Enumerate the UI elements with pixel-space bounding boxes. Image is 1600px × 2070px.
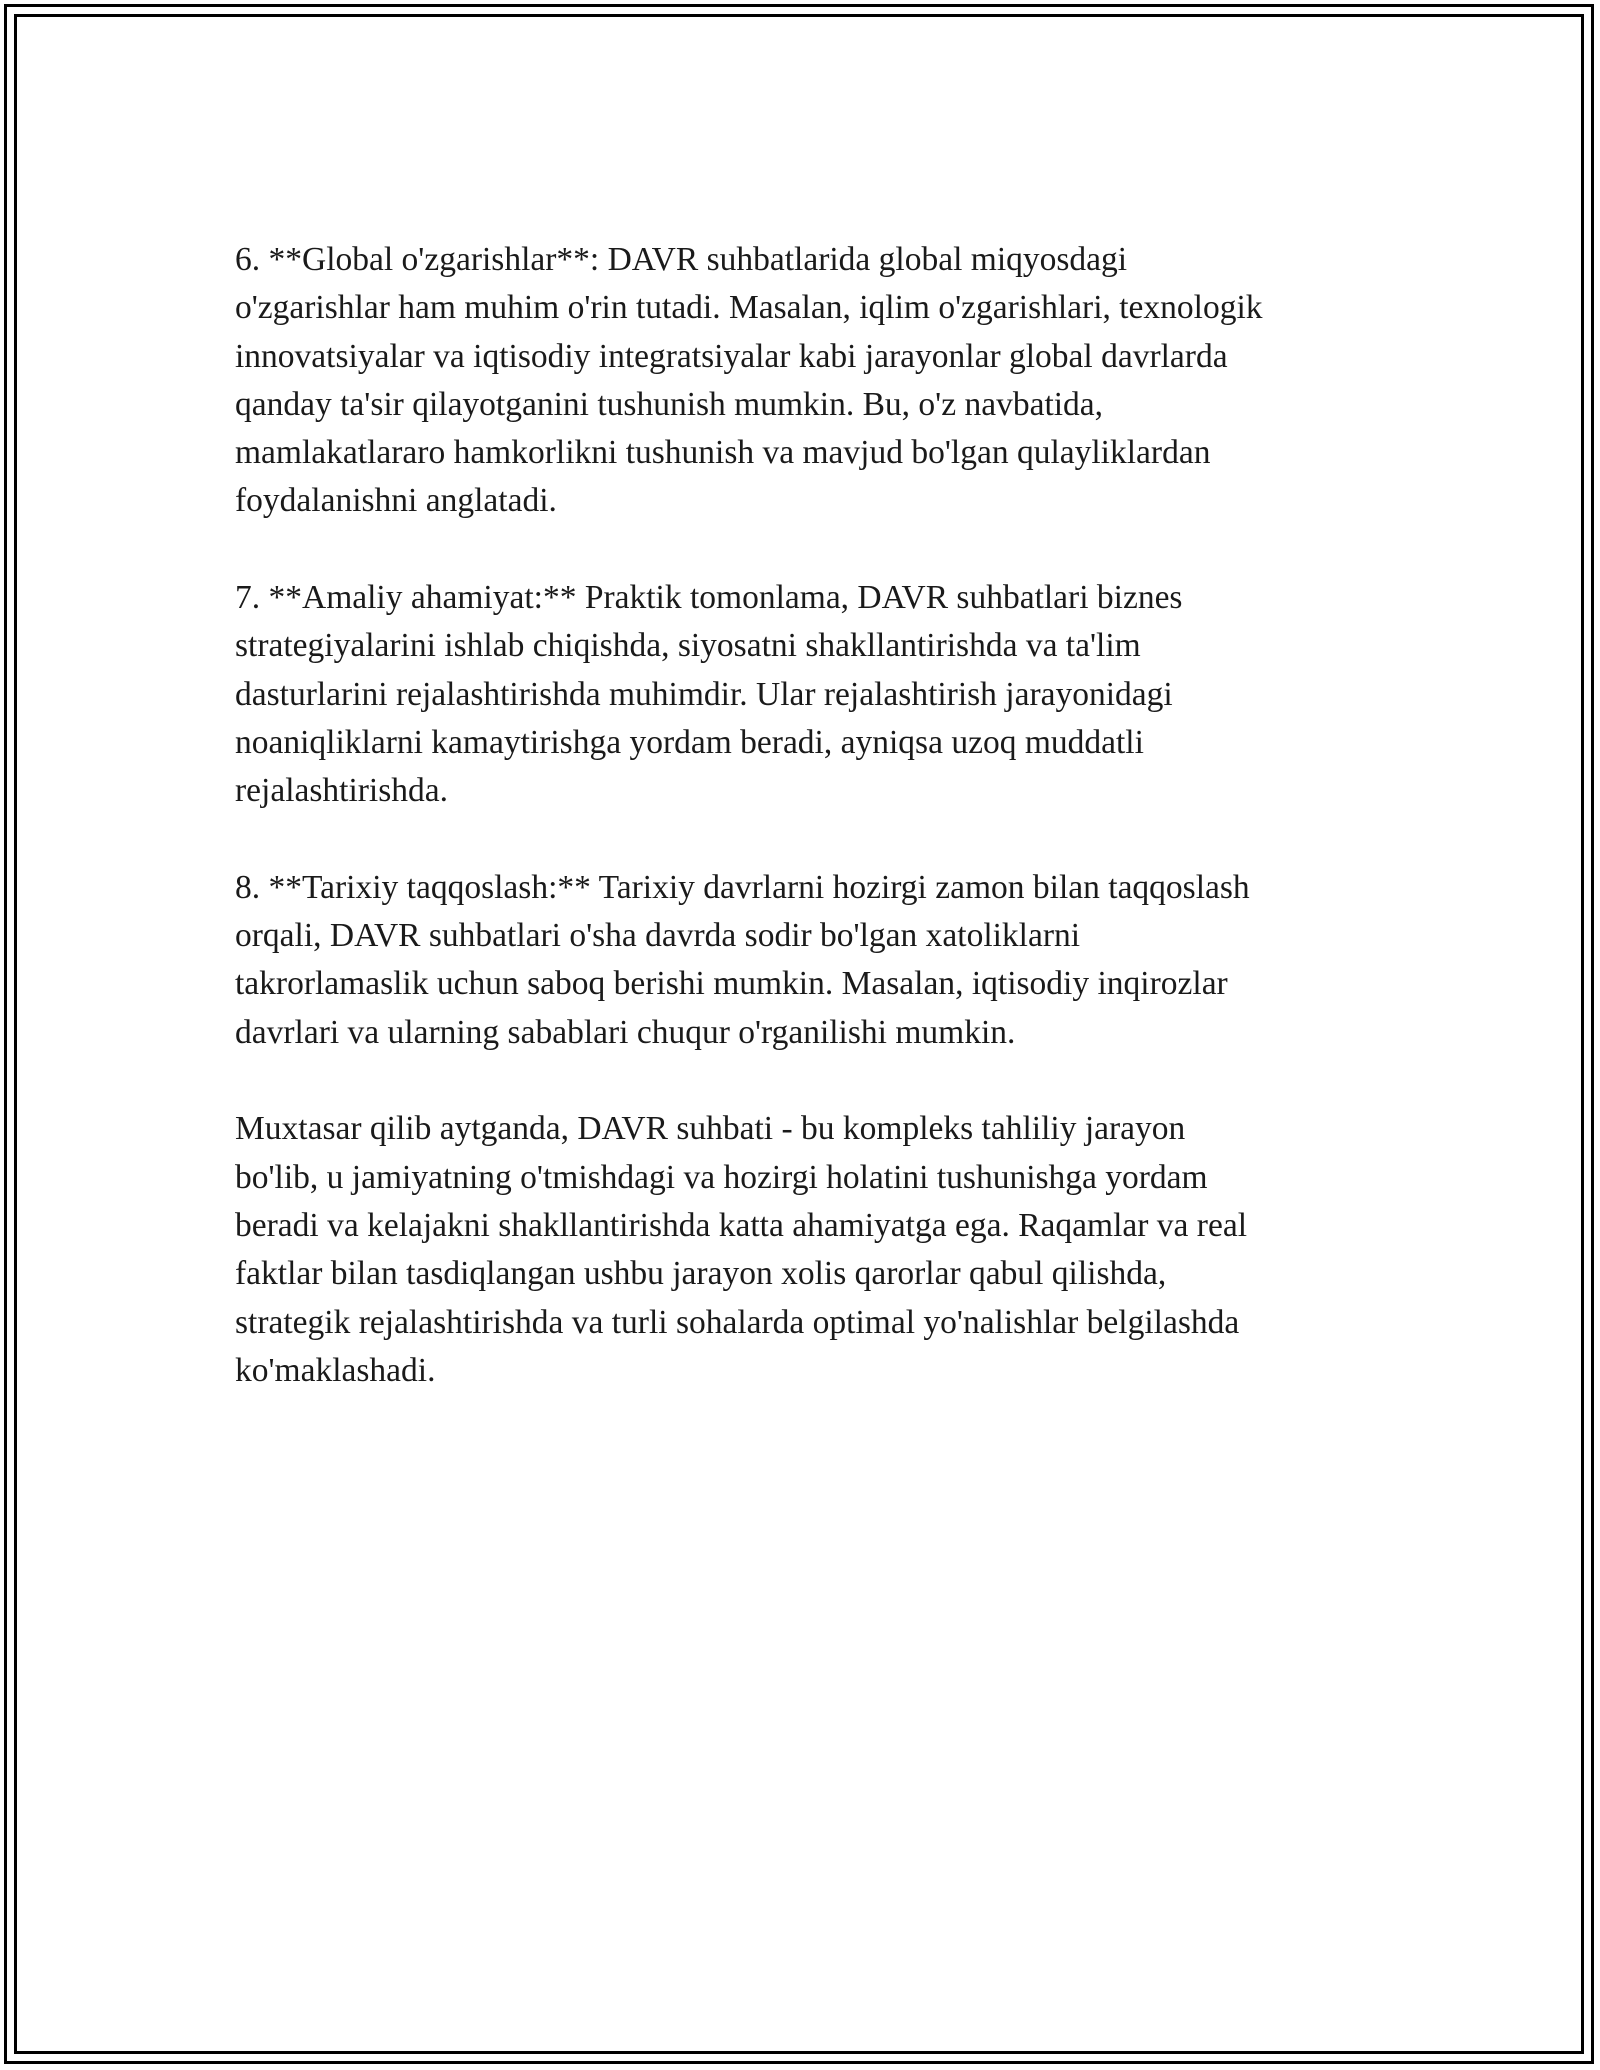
paragraph-practical-significance: 7. **Amaliy ahamiyat:** Praktik tomonlama, DAVR suhbatlari biznes strategiyalarini ishlab chiqishda, siyosatni shakllantirishda va ta'lim dasturlarini rejalashtirishda muhimdir. Ular rejalashtirish jarayonidagi noaniqliklarni kamaytirishga yordam beradi, ayniqsa uzoq muddatli rejalashtirishda. — [235, 579, 1183, 810]
document-body — [235, 236, 1385, 1443]
paragraph-global-changes: 6. **Global o'zgarishlar**: DAVR suhbatlarida global miqyosdagi o'zgarishlar ham muhim o'rin tutadi. Masalan, iqlim o'zgarishlari, texnologik innovatsiyalar va iqtisodiy integratsiyalar kabi jarayonlar global davrlarda qanday ta'sir qilayotganini tushunish mumkin. Bu, o'z navbatida, mamlakatlararo hamkorlikni tushunish va mavjud bo'lgan qulayliklardan foydalanishni anglatadi. — [235, 241, 1263, 520]
paragraph-historical-comparison: 8. **Tarixiy taqqoslash:** Tarixiy davrlarni hozirgi zamon bilan taqqoslash orqali, DAVR suhbatlari o'sha davrda sodir bo'lgan xatoliklarni takrorlamaslik uchun saboq berishi mumkin. Masalan, iqtisodiy inqirozlar davrlari va ularning sabablari chuqur o'rganilishi mumkin. — [235, 868, 1250, 1051]
paragraph-conclusion: Muxtasar qilib aytganda, DAVR suhbati - bu kompleks tahliliy jarayon bo'lib, u jamiyatning o'tmishdagi va hozirgi holatini tushunishga yordam beradi va kelajakni shakllantirishda katta ahamiyatga ega. Raqamlar va real faktlar bilan tasdiqlangan ushbu jarayon xolis qarorlar qabul qilishda, strategik rejalashtirishda va turli sohalarda optimal yo'nalishlar belgilashda ko'maklashadi. — [235, 1110, 1248, 1389]
